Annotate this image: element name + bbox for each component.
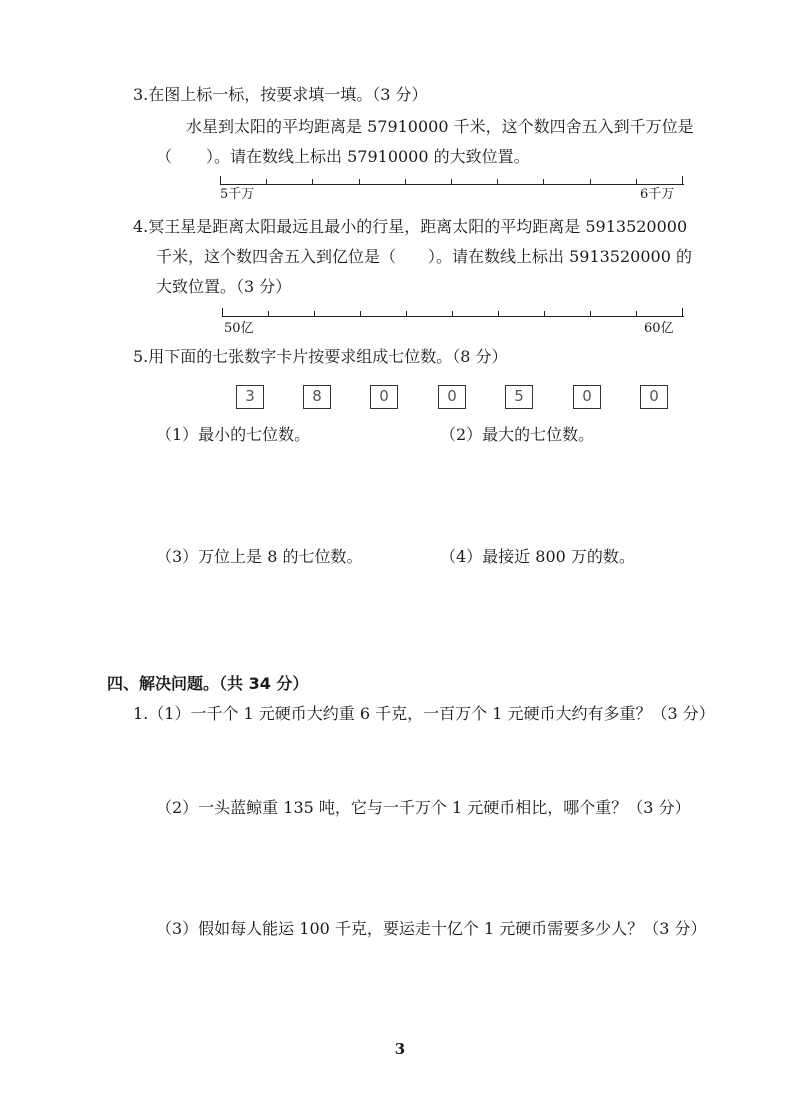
digit-card: 5 <box>505 385 533 409</box>
q4-text-line3: 大致位置。（3 分） <box>156 277 292 296</box>
q5-title: 5.用下面的七张数字卡片按要求组成七位数。（8 分） <box>133 347 508 366</box>
q3-tick <box>497 179 498 185</box>
q3-text-line2 <box>156 146 530 168</box>
q4-tick <box>452 311 453 317</box>
q3-tick <box>312 179 313 185</box>
q3-tick <box>543 179 544 185</box>
q3-tick <box>590 179 591 185</box>
q4-tick <box>498 311 499 317</box>
section4-problem1: 1.（1）一千个 1 元硬币大约重 6 千克，一百万个 1 元硬币大约有多重？（3 分） <box>133 704 715 723</box>
digit-cards-row <box>0 385 800 411</box>
q4-number-line-axis <box>222 316 684 317</box>
section4-problem3: （3）假如每人能运 100 千克，要运走十亿个 1 元硬币需要多少人？（3 分） <box>156 919 707 938</box>
section4-problem2: （2）一头蓝鲸重 135 吨，它与一千万个 1 元硬币相比，哪个重？（3 分） <box>156 798 691 817</box>
q3-number-line-axis <box>220 184 684 185</box>
q4-label-left: 50亿 <box>224 321 254 336</box>
q4-tick <box>406 311 407 317</box>
digit-card: 0 <box>573 385 601 409</box>
q4-label-right: 60亿 <box>644 321 674 336</box>
q3-text-line2-rest: ）。请在数线上标出 57910000 的大致位置。 <box>206 147 530 166</box>
q3-tick <box>220 176 221 185</box>
digit-card: 0 <box>370 385 398 409</box>
q4-text-line2: 千米，这个数四舍五入到亿位是（ ）。请在数线上标出 5913520000 的 <box>156 247 692 266</box>
q5-sub1: （1）最小的七位数。 <box>156 425 311 444</box>
q4-tick <box>544 311 545 317</box>
q4-number-line[interactable] <box>222 306 684 338</box>
q3-title: 3.在图上标一标，按要求填一填。（3 分） <box>133 85 428 104</box>
digit-card: 0 <box>640 385 668 409</box>
q3-number-line[interactable] <box>220 176 684 204</box>
q3-tick <box>359 179 360 185</box>
digit-card: 0 <box>438 385 466 409</box>
q5-sub3: （3）万位上是 8 的七位数。 <box>156 547 363 566</box>
q3-tick <box>636 179 637 185</box>
q5-sub4: （4）最接近 800 万的数。 <box>440 547 635 566</box>
q3-tick <box>266 179 267 185</box>
q4-tick <box>360 311 361 317</box>
q4-tick <box>682 308 683 317</box>
q3-label-left: 5千万 <box>220 187 255 202</box>
q3-blank-open: （ <box>156 147 173 166</box>
section4-heading: 四、解决问题。（共 34 分） <box>107 674 309 693</box>
q4-tick <box>268 311 269 317</box>
q4-tick <box>222 308 223 317</box>
q4-tick <box>636 311 637 317</box>
q3-label-right: 6千万 <box>640 187 675 202</box>
page-number: 3 <box>394 1040 406 1058</box>
q3-text-line1: 水星到太阳的平均距离是 57910000 千米，这个数四舍五入到千万位是 <box>186 117 694 136</box>
q4-tick <box>590 311 591 317</box>
q5-sub2: （2）最大的七位数。 <box>440 425 595 444</box>
q4-text-line1: 4.冥王星是距离太阳最远且最小的行星，距离太阳的平均距离是 5913520000 <box>133 217 688 236</box>
q3-tick <box>405 179 406 185</box>
q3-tick <box>682 176 683 185</box>
digit-card: 8 <box>303 385 331 409</box>
q4-tick <box>314 311 315 317</box>
q3-tick <box>451 179 452 185</box>
digit-card: 3 <box>236 385 264 409</box>
